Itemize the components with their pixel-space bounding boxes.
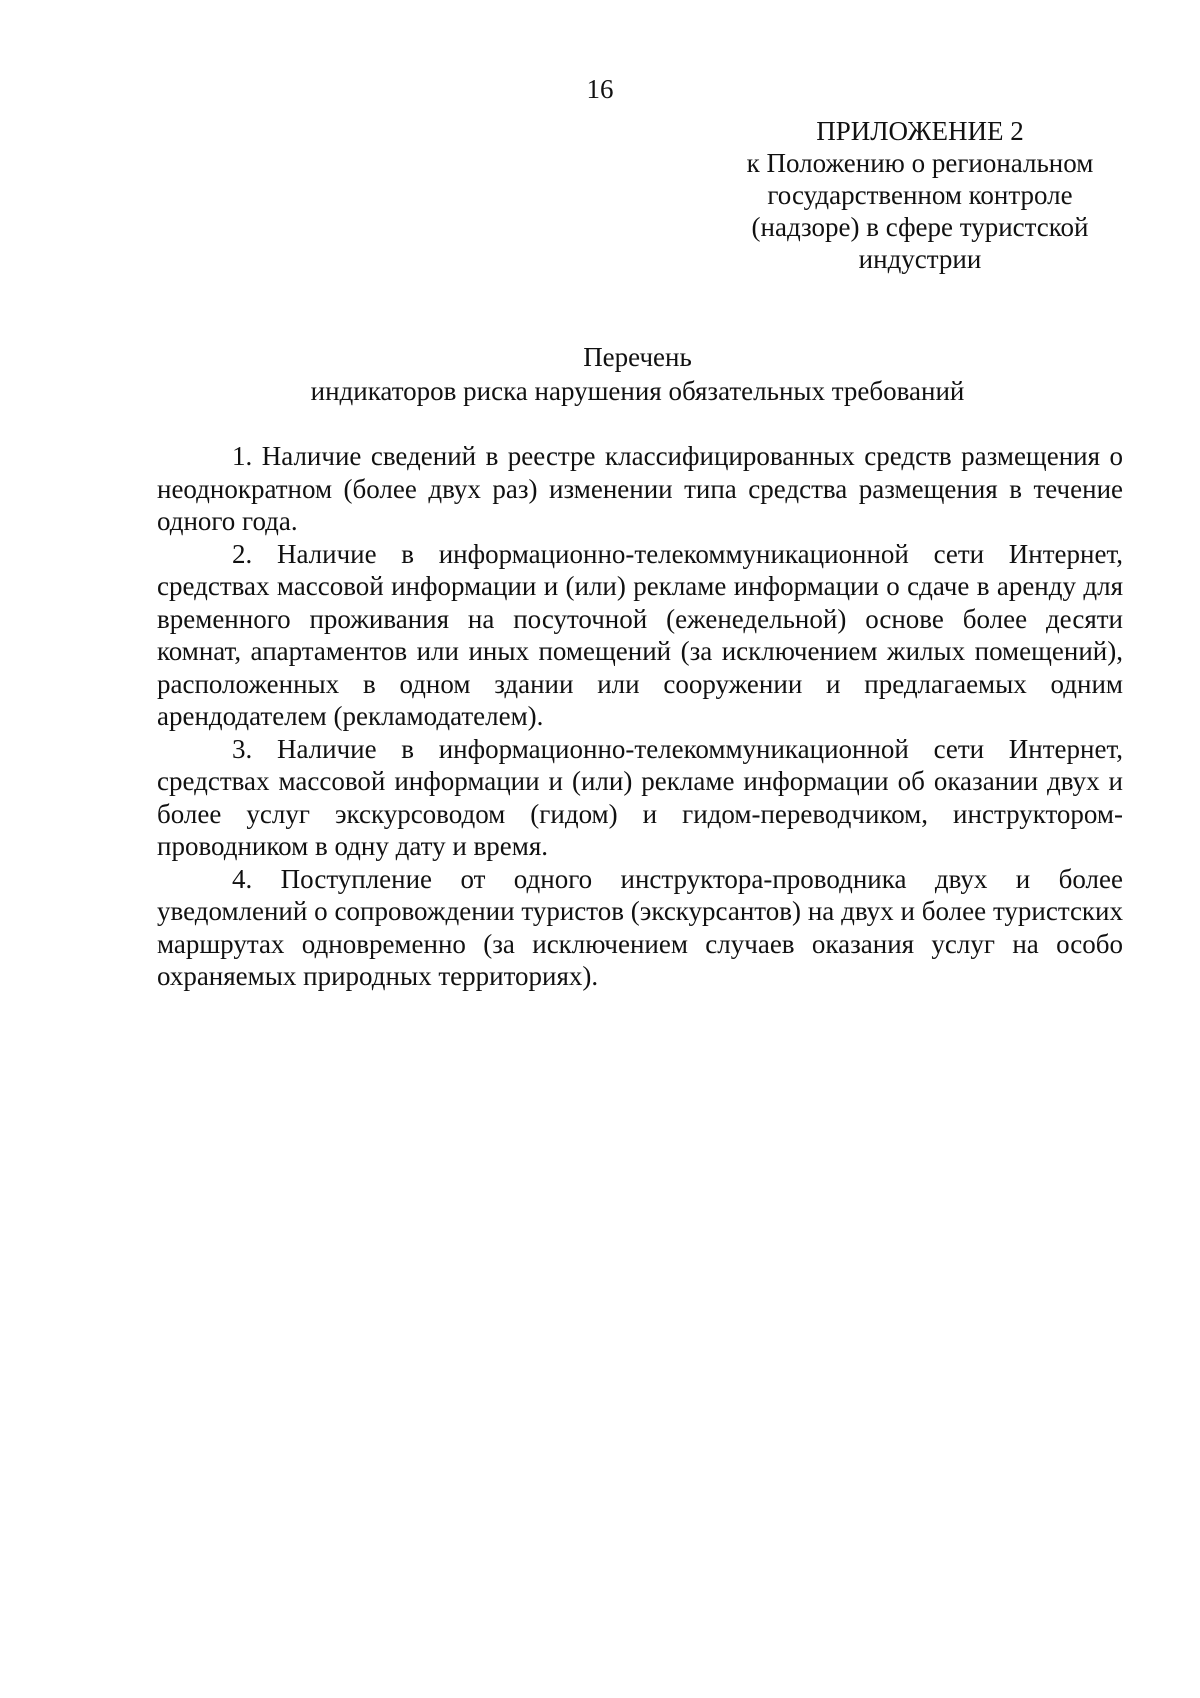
indicator-item: 4. Поступление от одного инструктора-проводника двух и более уведомлений о сопровождении туристов (экскурсантов) на двух и более туристских маршрутах одновременно (за исключением случаев оказания услуг на особо охраняемых природных территориях). (157, 863, 1123, 991)
appendix-line: (надзоре) в сфере туристской (751, 212, 1089, 242)
page-number: 16 (586, 74, 614, 104)
appendix-line: к Положению о региональном (746, 148, 1094, 178)
appendix-heading: ПРИЛОЖЕНИЕ 2 (816, 116, 1024, 146)
list-title-line: индикаторов риска нарушения обязательных требований (310, 376, 965, 406)
appendix-block (730, 115, 1110, 275)
indicator-item: 3. Наличие в информационно-телекоммуникационной сети Интернет, средствах массовой информации и (или) рекламе информации об оказании двух и более услуг экскурсоводом (гидом) и гидом-переводчиком, инструктором-проводником в одну дату и время. (157, 733, 1123, 861)
indicator-list (157, 440, 1123, 993)
list-title-line: Перечень (583, 342, 692, 372)
indicator-item: 1. Наличие сведений в реестре классифицированных средств размещения о неоднократном (более двух раз) изменении типа средства размещения в течение одного года. (157, 441, 1123, 536)
indicator-item: 2. Наличие в информационно-телекоммуникационной сети Интернет, средствах массовой информации и (или) рекламе информации о сдаче в аренду для временного проживания на посуточной (еженедельной) основе более десяти комнат, апартаментов или иных помещений (за исключением жилых помещений), расположенных в одном здании или сооружении и предлагаемых одним арендодателем (рекламодателем). (157, 538, 1123, 731)
list-title (150, 340, 1125, 408)
appendix-line: индустрии (858, 244, 982, 274)
appendix-line: государственном контроле (767, 180, 1073, 210)
